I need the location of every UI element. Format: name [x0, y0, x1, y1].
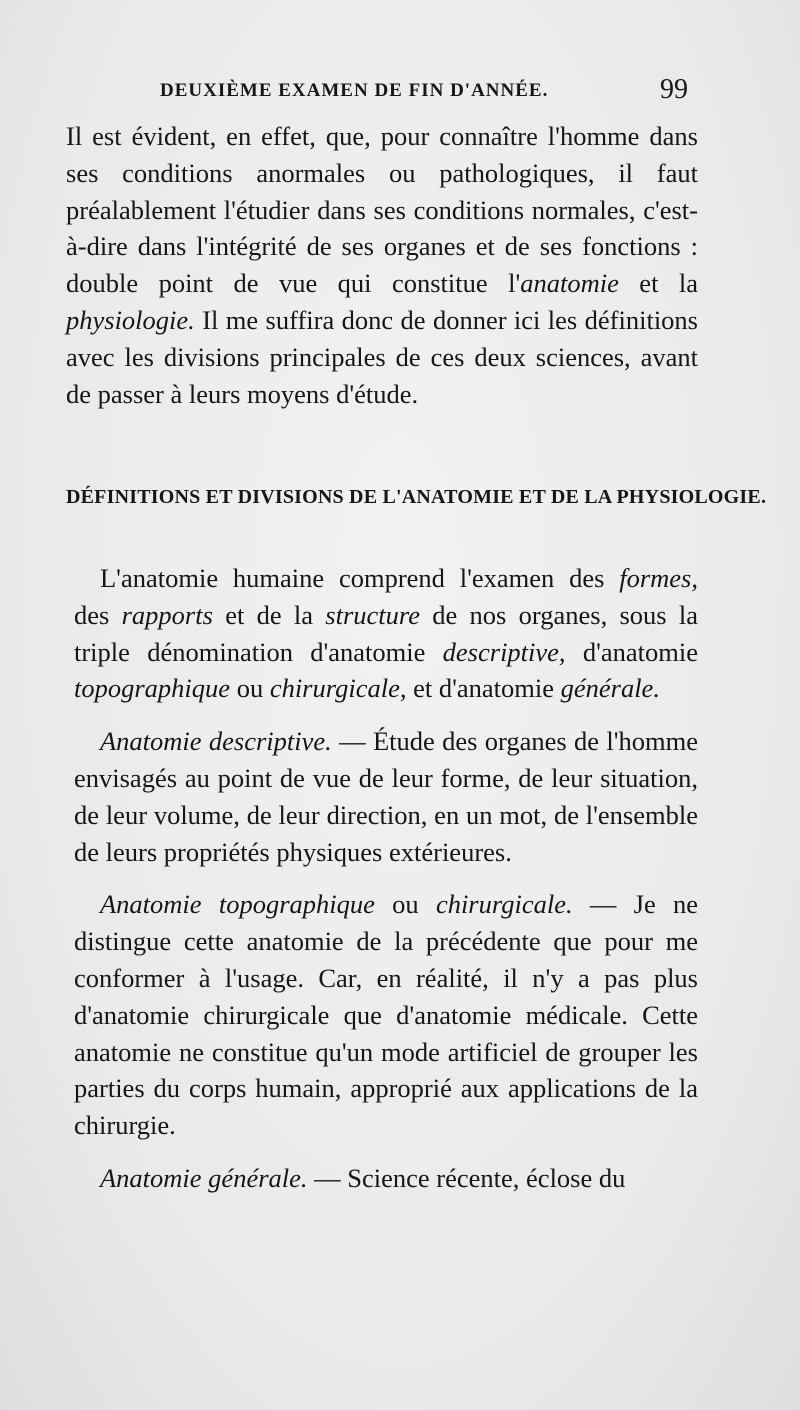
italic-run: Anatomie topographique — [100, 889, 375, 920]
intro-italic-term: physiologie. — [66, 304, 195, 335]
italic-run: structure — [325, 599, 420, 630]
page-header — [160, 74, 690, 108]
italic-run: Anatomie descriptive. — [100, 726, 332, 757]
text-run: — Science récente, éclose du — [307, 1162, 626, 1193]
italic-run: formes, — [619, 563, 698, 593]
intro-text-part: Il est évident, en effet, que, pour connaître l'homme dans ses conditions anormales ou pathologiques, il faut préalablement l'étudier dans ses conditions normales, c'est-à-dire dans l'intégrité de ses organes et de ses fonctions : double point de vue qui constitue l' — [66, 121, 698, 299]
text-run: — Je ne distingue cette anatomie de la précédente que pour me conformer à l'usage. Car, en réalité, il n'y a pas plus d'anatomie chirurgicale que d'anatomie médicale. Cette anatomie ne constitue qu'un mode artificiel de grouper les parties du corps humain, approprié aux applications de la chirurgie. — [74, 889, 698, 1141]
italic-run: chirurgicale, — [269, 673, 407, 704]
italic-run: topographique — [74, 673, 231, 704]
intro-italic-term: anatomie — [520, 268, 619, 299]
running-head: DEUXIÈME EXAMEN DE FIN D'ANNÉE. — [160, 80, 549, 101]
intro-text-part: Il me suffira donc de donner ici les définitions avec les divisions principales de ces deux sciences, avant de passer à leurs moyens d'étude. — [66, 304, 698, 409]
descriptive-anatomy-paragraph — [74, 723, 698, 870]
text-run: — Étude des organes de l'homme envisagés au point de vue de leur forme, de leur situation, de leur volume, de leur direction, en un mot, de l'ensemble de leurs propriétés physiques extérieures. — [74, 726, 698, 867]
page-number: 99 — [660, 74, 688, 105]
text-run: des — [74, 599, 122, 630]
text-run: et de la — [212, 599, 326, 630]
intro-text-part: et la — [618, 268, 698, 299]
italic-run: Anatomie générale. — [100, 1162, 308, 1193]
definition-paragraph — [74, 560, 698, 707]
text-run: et d'anatomie — [406, 673, 561, 704]
intro-paragraph — [66, 118, 698, 412]
intro-text — [66, 118, 698, 412]
italic-run: générale. — [560, 673, 660, 704]
topographic-anatomy-paragraph — [74, 886, 698, 1144]
text-run: de nos organes, sous la triple dénomination d'anatomie — [74, 599, 698, 667]
text-run: ou — [230, 673, 270, 704]
italic-run: rapports — [121, 599, 213, 630]
text-run: ou — [374, 889, 436, 920]
general-anatomy-paragraph — [74, 1160, 698, 1197]
section-title: DÉFINITIONS ET DIVISIONS DE L'ANATOMIE ET DE LA PHYSIOLOGIE. — [66, 486, 767, 508]
section-body — [74, 560, 698, 1213]
text-run: L'anatomie humaine comprend l'examen des — [100, 563, 620, 593]
italic-run: chirurgicale. — [435, 889, 573, 920]
italic-run: descriptive, — [442, 636, 566, 667]
text-run: d'anatomie — [565, 636, 698, 667]
